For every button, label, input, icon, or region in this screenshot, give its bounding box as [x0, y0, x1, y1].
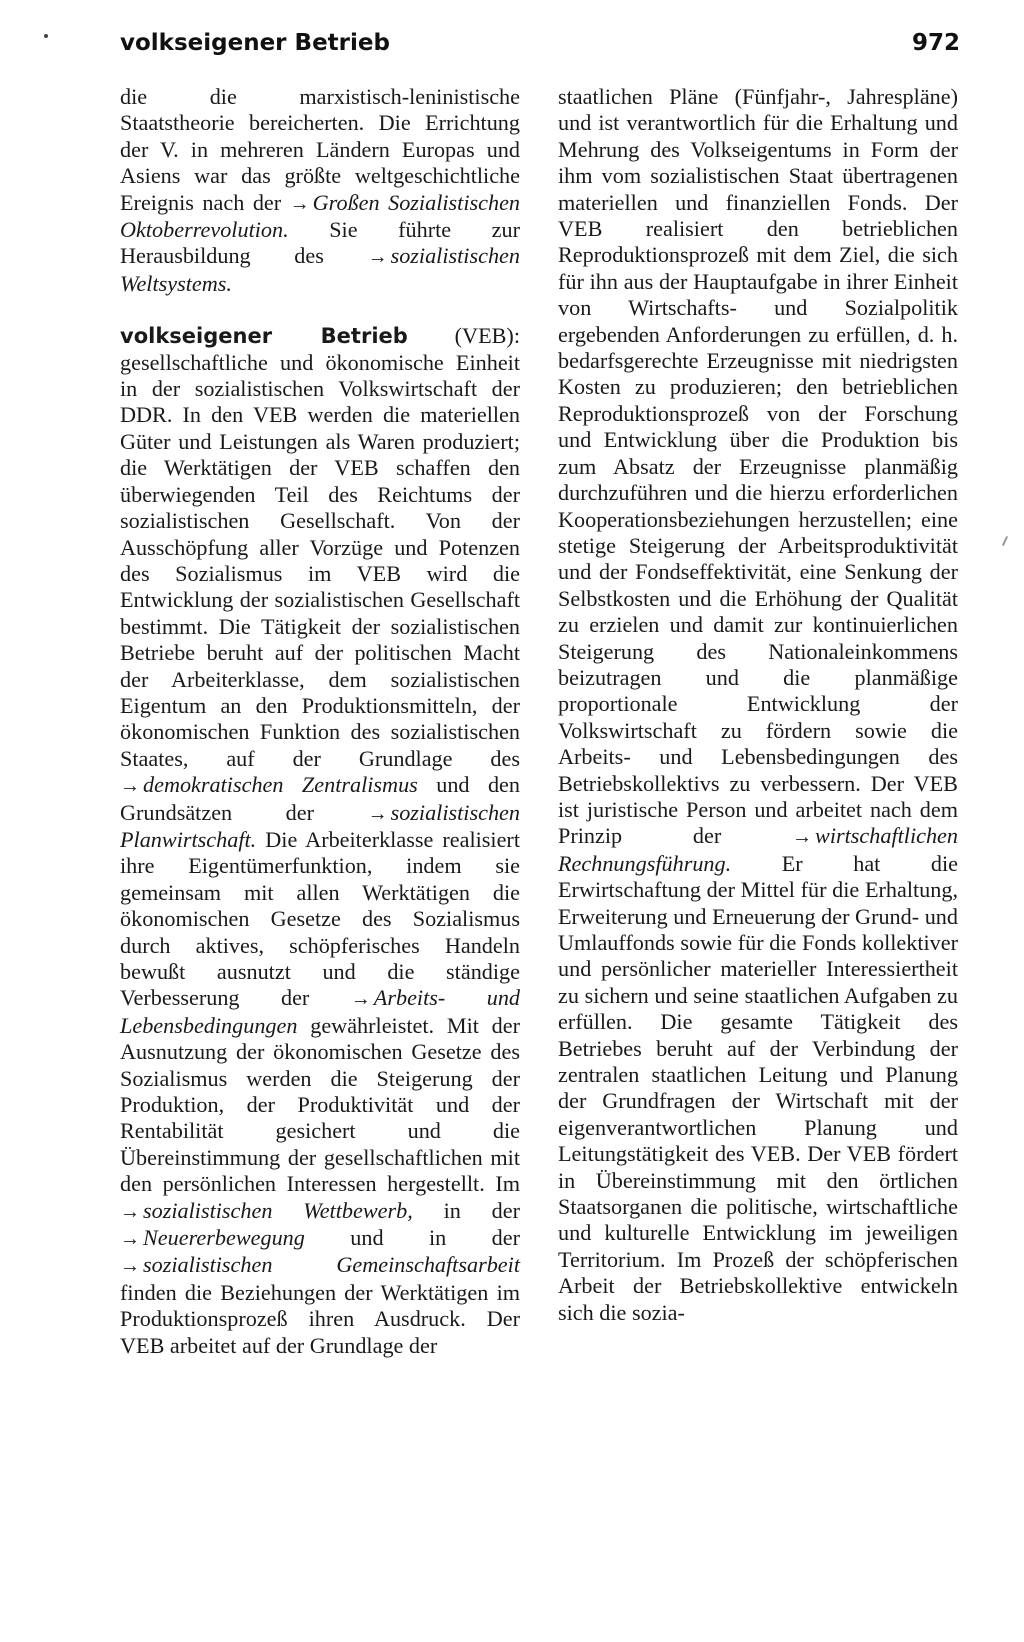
body-text: staatlichen Pläne (Fünfjahr-, Jahrespläne) und ist verantwortlich für die Erhaltung und Mehrung des Volkseigentums in Form der ihm vom sozialistischen Staat übertragenen materiellen und finanziellen Fonds. Der VEB realisiert den betrieblichen Reproduktionsprozeß mit dem Ziel, die sich für ihn aus der Hauptaufgabe in ihrer Einheit von Wirtschafts- und Sozialpolitik ergebenden Anforderungen zu erfüllen, d. h. bedarfsgerechte Erzeugnisse mit niedrigsten Kosten zu produzieren; den betrieblichen Reproduktionsprozeß von der Forschung und Entwicklung über die Produktion bis zum Absatz der Erzeugnisse planmäßig durchzuführen und die hierzu erforderlichen Kooperationsbeziehungen herzustellen; eine stetige Steigerung der Arbeitsproduktivität und der Fondseffektivität, eine Senkung der Selbstkosten und die Erhöhung der Qualität zu erzielen und damit zur kontinuierlichen Steigerung des Nationaleinkommens beizutragen und die planmäßige proportionale Entwicklung der Volkswirtschaft zu fördern sowie die Arbeits- und Lebensbedingungen des Betriebskollektivs zu verbessern. Der VEB ist juristische Person und arbeitet nach dem Prinzip der	[558, 84, 958, 849]
cross-reference: sozialistischen Weltsystems.	[120, 243, 520, 296]
entry-continuation-paragraph	[120, 84, 520, 297]
page-header	[120, 30, 960, 64]
body-text: finden die Beziehungen der Werktätigen im Produktionsprozeß ihren Ausdruck. Der VEB arbeitet auf der Grundlage der	[120, 1279, 520, 1358]
entry-headword: volkseigener Betrieb	[120, 324, 408, 349]
print-speck	[44, 34, 48, 38]
cross-reference-arrow-icon: →	[120, 1228, 140, 1251]
cross-reference-arrow-icon: →	[120, 775, 140, 798]
cross-reference: sozialistischen Planwirtschaft.	[120, 799, 520, 852]
body-text: (VEB): gesellschaftliche und ökonomische Einheit in der sozialistischen Volkswirtschaft der DDR. In den VEB werden die materiellen Güter und Leistungen als Waren produziert; die Werktätigen der VEB schaffen den überwiegenden Teil des Reichtums der sozialistischen Gesellschaft. Von der Ausschöpfung aller Vorzüge und Potenzen des Sozialismus im VEB wird die Entwicklung der sozialistischen Gesellschaft bestimmt. Die Tätigkeit der sozialistischen Betriebe beruht auf der politischen Macht der Arbeiterklasse, dem sozialistischen Eigentum an den Produktionsmitteln, der ökonomischen Funktion des sozialistischen Staates, auf der Grundlage des	[120, 323, 520, 771]
body-text: Er hat die Erwirtschaftung der Mittel für die Erhaltung, Erweiterung und Erneuerung der Grund- und Umlauffonds sowie für die Fonds kollektiver und persönlicher materieller Interessiertheit zu sichern und seine staatlichen Aufgaben zu erfüllen. Die gesamte Tätigkeit des Betriebes beruht auf der Verbindung der zentralen staatlichen Leitung und Planung der Grundfragen der Wirtschaft mit der eigenverantwortlichen Planung und Leitungstätigkeit des VEB. Der VEB fördert in Übereinstimmung mit den örtlichen Staatsorganen die politische, wirtschaftliche und kulturelle Entwicklung im jeweiligen Territorium. Im Prozeß der schöpferischen Arbeit der Betriebskollektive entwickeln sich die sozia-	[558, 850, 958, 1325]
page-number: 972	[911, 30, 960, 56]
cross-reference: Arbeits- und Lebensbedingungen	[120, 985, 521, 1038]
entry-paragraph	[120, 323, 520, 1359]
cross-reference: wirtschaftlichen Rechnungsführung.	[558, 823, 958, 876]
cross-reference-arrow-icon: →	[120, 1255, 140, 1278]
cross-reference-arrow-icon: →	[289, 192, 310, 215]
body-text: Sie führte zur Herausbildung des	[120, 217, 520, 269]
cross-reference-arrow-icon: →	[792, 826, 813, 849]
entry-gap	[120, 297, 520, 323]
cross-reference-arrow-icon: →	[350, 988, 371, 1011]
cross-reference-arrow-icon: →	[120, 1200, 140, 1223]
body-text: und den Grundsätzen der	[120, 772, 520, 825]
cross-reference: Großen Sozialistischen Oktoberrevolution.	[120, 189, 521, 243]
cross-reference-arrow-icon: →	[367, 246, 388, 269]
margin-mark	[1002, 536, 1008, 546]
right-column	[558, 84, 958, 1326]
body-text: Die Arbeiterklasse realisiert ihre Eigentümerfunktion, indem sie gemeinsam mit allen Werktätigen die ökonomischen Gesetze des Sozialismus durch aktives, schöpferisches Handeln bewußt ausnutzt und die ständige Verbesserung der	[120, 826, 520, 1011]
running-title: volkseigener Betrieb	[120, 30, 390, 56]
cross-reference: demokratischen Zentralismus	[143, 772, 418, 798]
cross-reference: Neuererbewegung	[143, 1225, 305, 1251]
cross-reference: sozialistischen Wettbewerb,	[143, 1197, 413, 1223]
body-text: und in der	[304, 1225, 520, 1251]
body-text: in der	[412, 1197, 520, 1223]
body-text: die die marxistisch-leninistische Staatstheorie bereicherten. Die Errichtung der V. in mehreren Ländern Europas und Asiens war das größte weltgeschichtliche Ereignis nach der	[120, 84, 520, 215]
cross-reference: sozialistischen Gemeinschaftsarbeit	[143, 1252, 520, 1278]
body-text: gewährleistet. Mit der Ausnutzung der ökonomischen Gesetze des Sozialismus werden die Steigerung der Produktion, der Produktivität und der Rentabilität gesichert und die Übereinstimmung der gesellschaftlichen mit den persönlichen Interessen hergestellt. Im	[120, 1012, 520, 1197]
left-column	[120, 84, 520, 1359]
cross-reference-arrow-icon: →	[367, 802, 388, 825]
entry-paragraph-continued	[558, 84, 958, 1326]
